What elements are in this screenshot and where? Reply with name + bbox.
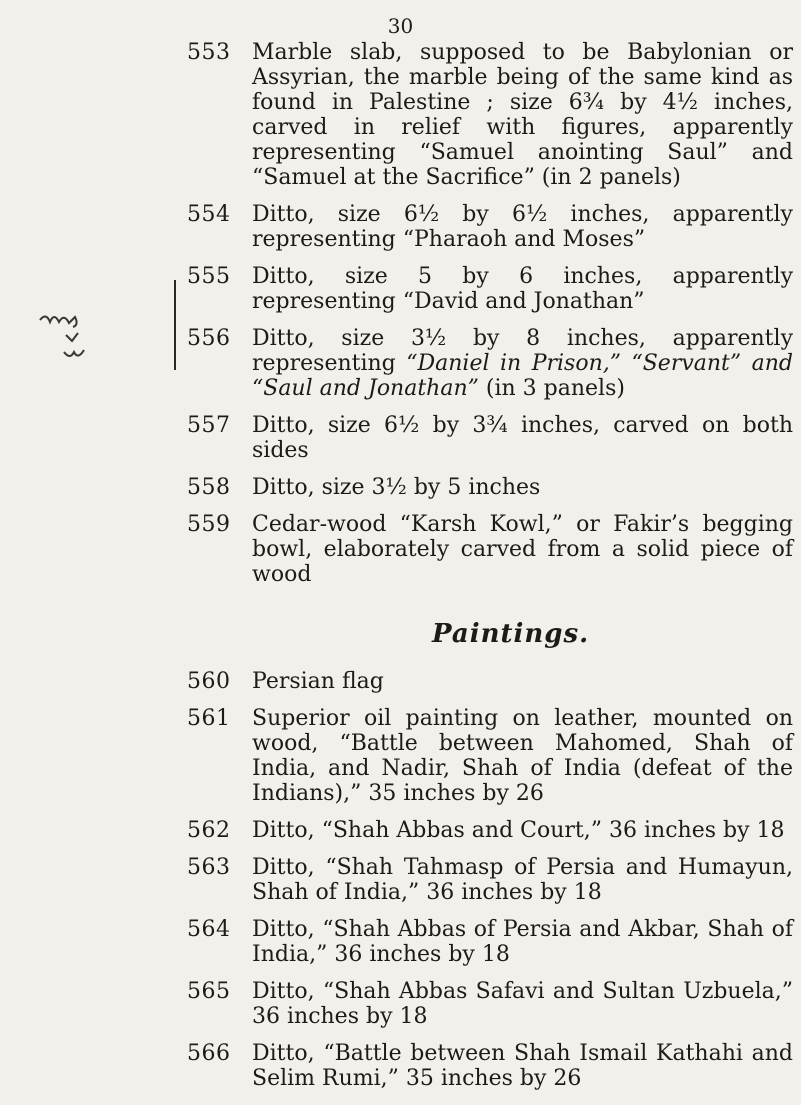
lot-description: Ditto, size 6½ by 6½ inches, apparently representing “Pharaoh and Moses” <box>252 202 793 252</box>
page-number: 30 <box>387 14 414 38</box>
catalogue-entry <box>0 264 801 314</box>
catalogue-entry <box>0 202 801 252</box>
lot-description: Ditto, “Battle between Shah Ismail Kathahi and Selim Rumi,” 35 inches by 26 <box>252 1041 793 1091</box>
catalogue-entries <box>0 40 801 1103</box>
lot-number: 554 <box>187 202 231 227</box>
lot-description: Ditto, size 6½ by 3¾ inches, carved on both sides <box>252 413 793 463</box>
lot-number: 560 <box>187 669 231 694</box>
lot-number: 561 <box>187 706 231 731</box>
catalogue-entry <box>0 917 801 967</box>
catalogue-entry <box>0 706 801 806</box>
catalogue-entry <box>0 512 801 587</box>
lot-number: 562 <box>187 818 231 843</box>
lot-description-italic-part: “Daniel in Prison,” “Servant” and “Saul and Jonathan” <box>252 351 793 401</box>
lot-description: Ditto, “Shah Abbas and Court,” 36 inches by 18 <box>252 818 785 843</box>
lot-description: Ditto, “Shah Tahmasp of Persia and Humayun, Shah of India,” 36 inches by 18 <box>252 855 793 905</box>
catalogue-entry <box>0 40 801 190</box>
lot-number: 563 <box>187 855 231 880</box>
lot-number: 558 <box>187 475 231 500</box>
section-heading: Paintings. <box>432 619 590 649</box>
lot-number: 556 <box>187 326 231 351</box>
lot-description: Marble slab, supposed to be Babylonian or Assyrian, the marble being of the same kind as found in Palestine ; size 6¾ by 4½ inches, carved in relief with figures, apparently representing “Samuel anointing Saul” and “Samuel at the Sacrifice” (in 2 panels) <box>252 40 793 190</box>
lot-description <box>252 326 793 401</box>
lot-number: 559 <box>187 512 231 537</box>
catalogue-entry <box>0 1041 801 1091</box>
catalogue-entry <box>0 855 801 905</box>
lot-number: 557 <box>187 413 231 438</box>
lot-description: Cedar-wood “Karsh Kowl,” or Fakir’s begging bowl, elaborately carved from a solid piece of wood <box>252 512 793 587</box>
lot-number: 566 <box>187 1041 231 1066</box>
lot-description: Ditto, size 5 by 6 inches, apparently representing “David and Jonathan” <box>252 264 793 314</box>
lot-description: Ditto, size 3½ by 5 inches <box>252 475 541 500</box>
lot-description-part: (in 3 panels) <box>478 376 625 401</box>
catalogue-entry <box>0 326 801 401</box>
lot-description: Superior oil painting on leather, mounted on wood, “Battle between Mahomed, Shah of India, and Nadir, Shah of India (defeat of the Indians),” 35 inches by 26 <box>252 706 793 806</box>
catalogue-entry <box>0 669 801 694</box>
lot-description-part: Ditto, size 3½ by 8 inches, apparently representing <box>252 326 793 376</box>
lot-description: Persian flag <box>252 669 384 694</box>
lot-description: Ditto, “Shah Abbas of Persia and Akbar, Shah of India,” 36 inches by 18 <box>252 917 793 967</box>
catalogue-entry <box>0 475 801 500</box>
lot-description: Ditto, “Shah Abbas Safavi and Sultan Uzbuela,” 36 inches by 18 <box>252 979 793 1029</box>
catalogue-entry <box>0 413 801 463</box>
catalogue-entry <box>0 818 801 843</box>
lot-number: 564 <box>187 917 231 942</box>
lot-number: 565 <box>187 979 231 1004</box>
lot-number: 555 <box>187 264 231 289</box>
catalogue-entry <box>0 979 801 1029</box>
lot-number: 553 <box>187 40 231 65</box>
